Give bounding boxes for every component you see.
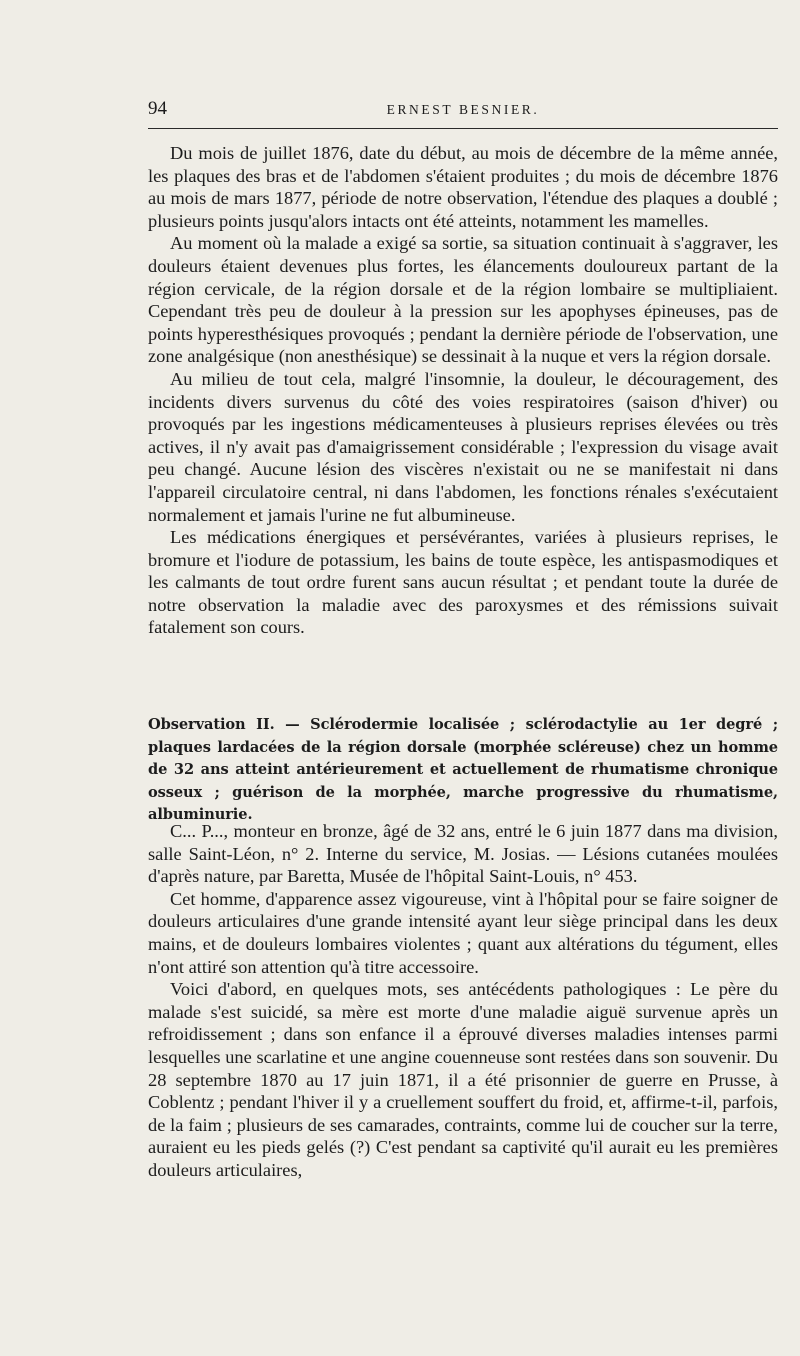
body-text <box>148 142 778 639</box>
paragraph: Les médications énergiques et persévérantes, variées à plusieurs reprises, le bromure et l'iodure de potassium, les bains de toute espèce, les antispasmodiques et les calmants de tout ordre furent sans aucun résultat ; et pendant toute la durée de notre observation la maladie avec des paroxysmes et des rémissions suivait fatalement son cours. <box>148 527 778 638</box>
paragraph: Cet homme, d'apparence assez vigoureuse, vint à l'hôpital pour se faire soigner de douleurs articulaires d'une grande intensité ayant leur siège principal dans les deux mains, et de douleurs lombaires violentes ; quant aux altérations du tégument, elles n'ont attiré son attention qu'à titre accessoire. <box>148 888 778 977</box>
paragraph: C... P..., monteur en bronze, âgé de 32 ans, entré le 6 juin 1877 dans ma division, salle Saint-Léon, n° 2. Interne du service, M. Josias. — Lésions cutanées moulées d'après nature, par Baretta, Musée de l'hôpital Saint-Louis, n° 453. <box>148 821 778 887</box>
paragraph: Au milieu de tout cela, malgré l'insomnie, la douleur, le découragement, des incidents divers survenus du côté des voies respiratoires (saison d'hiver) ou provoqués par les ingestions médicamenteuses à plusieurs reprises élevées ou très actives, il n'y avait pas d'amaigrissement considérable ; l'expression du visage avait peu changé. Aucune lésion des viscères n'existait ou ne se manifestait ni dans l'appareil circulatoire central, ni dans l'abdomen, les fonctions rénales s'exécutaient normalement et jamais l'urine ne fut albumineuse. <box>148 368 778 525</box>
case-text <box>148 820 778 1182</box>
paragraph: Du mois de juillet 1876, date du début, au mois de décembre de la même année, les plaques des bras et de l'abdomen s'étaient produites ; du mois de décembre 1876 au mois de mars 1877, période de notre observation, l'étendue des plaques a doublé ; plusieurs points jusqu'alors intacts ont été atteints, notamment les mamelles. <box>148 143 778 231</box>
running-title: ERNEST BESNIER. <box>386 102 540 117</box>
page-header <box>148 98 778 122</box>
paragraph: Voici d'abord, en quelques mots, ses antécédents pathologiques : Le père du malade s'est suicidé, sa mère est morte d'une maladie aiguë survenue après un refroidissement ; dans son enfance il a éprouvé diverses maladies intenses parmi lesquelles une scarlatine et une angine couenneuse sont restées dans son souvenir. Du 28 septembre 1870 au 17 juin 1871, il a été prisonnier de guerre en Prusse, à Coblentz ; pendant l'hiver il y a cruellement souffert du froid, et, affirme-t-il, parfois, de la faim ; plusieurs de ses camarades, contraints, comme lui de coucher sur la terre, auraient eu les pieds gelés (?) C'est pendant sa captivité qu'il aurait eu les premières douleurs articulaires, <box>148 979 778 1180</box>
header-rule <box>148 128 778 129</box>
paragraph: Au moment où la malade a exigé sa sortie, sa situation continuait à s'aggraver, les douleurs étaient devenues plus fortes, les élancements douloureux partant de la région cervicale, de la région dorsale et de la région lombaire se multipliaient. Cependant très peu de douleur à la pression sur les apophyses épineuses, pas de points hyperesthésiques provoqués ; pendant la dernière période de l'observation, une zone analgésique (non anesthésique) se dessinait à la nuque et vers la région dorsale. <box>148 233 778 367</box>
observation-heading: Observation II. — Sclérodermie localisée ; sclérodactylie au 1er degré ; plaques lardacées de la région dorsale (morphée scléreuse) chez un homme de 32 ans atteint antérieurement et actuellement de rhumatisme chronique osseux ; guérison de la morphée, marche progressive du rhumatisme, albuminurie. <box>148 716 778 823</box>
page-number: 94 <box>148 98 167 119</box>
